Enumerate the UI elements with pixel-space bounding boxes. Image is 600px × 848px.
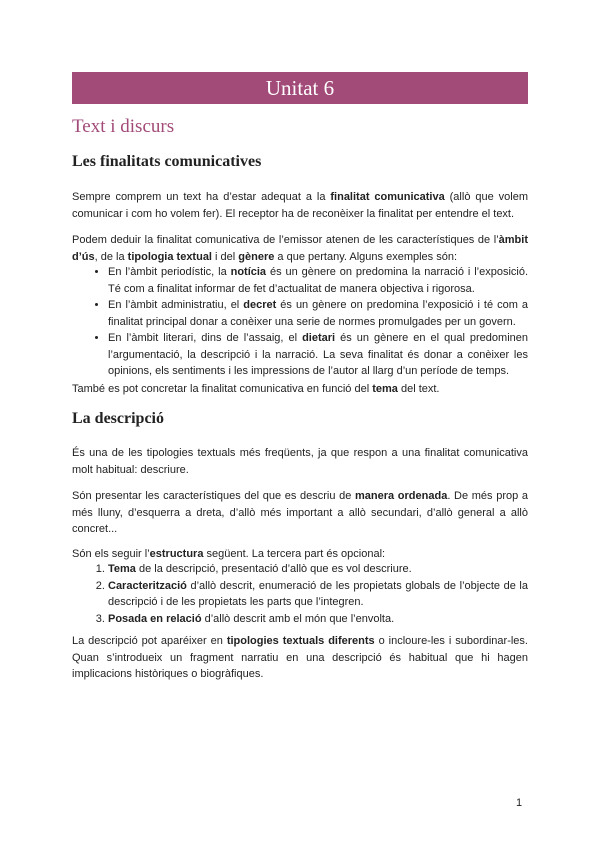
paragraph-deduir: Podem deduir la finalitat comunicativa de l’emissor atenen de les característiques de l’àmbit d’ús, de la tipologia textual i del gènere a que pertany. Alguns exemples són: [72,234,528,263]
heading-finalitats: Les finalitats comunicatives [72,153,262,170]
list-item: 2. Caracterització d’allò descrit, enumeració de les propietats globals de l’objecte de la descripció i de les propietats les parts que l’integren. [108,578,528,611]
section-title: Text i discurs [72,116,175,137]
paragraph-estructura: Són els seguir l’estructura següent. La tercera part és opcional: [72,548,386,560]
list-item: • En l’àmbit administratiu, el decret és un gènere on predomina l’exposició i té com a finalitat principal donar a conèixer una serie de normes promulgades per un govern. [108,297,528,330]
unit-banner: Unitat 6 [72,72,528,104]
list-item: 1. Tema de la descripció, presentació d’allò que es vol descriure. [108,561,528,578]
list-item: 3. Posada en relació d’allò descrit amb el món que l’envolta. [108,611,528,628]
paragraph-tipologies: És una de les tipologies textuals més freqüents, ja que respon a una finalitat comunicativa molt habitual: descriure. [72,447,528,476]
paragraph-tema: També es pot concretar la finalitat comunicativa en funció del tema del text. [72,383,440,395]
paragraph-finalitat: Sempre comprem un text ha d’estar adequat a la finalitat comunicativa (allò que volem comunicar i com ho volem fer). El receptor ha de reconèixer la finalitat per entendre el text. [72,191,528,220]
list-item: • En l’àmbit literari, dins de l’assaig, el dietari és un gènere en el qual predominen l’argumentació, la descripció i la narració. La seva finalitat és donar a conèixer les opinions, els sentiments i les impressions de l’autor al llarg d’un període de temps. [108,330,528,380]
structure-list [72,561,528,627]
paragraph-subordinar: La descripció pot aparéixer en tipologies textuals diferents o incloure-les i subordinar-les. Quan s’introdueix un fragment narratiu en una descripció és habitual que hi hagen implicacions històriques o biogràfiques. [72,635,528,680]
list-item: • En l’àmbit periodístic, la notícia és un gènere on predomina la narració i l’exposició. Té com a finalitat informar de fet d’actualitat de manera objectiva i rigorosa. [108,264,528,297]
paragraph-manera-ordenada: Són presentar les característiques del que es descriu de manera ordenada. De més prop a més lluny, d’esquerra a dreta, d’allò més important a allò secundari, d’allò general a allò concret... [72,490,528,535]
heading-descripcio: La descripció [72,410,164,427]
examples-list [72,264,528,380]
page-number: 1 [516,797,523,809]
